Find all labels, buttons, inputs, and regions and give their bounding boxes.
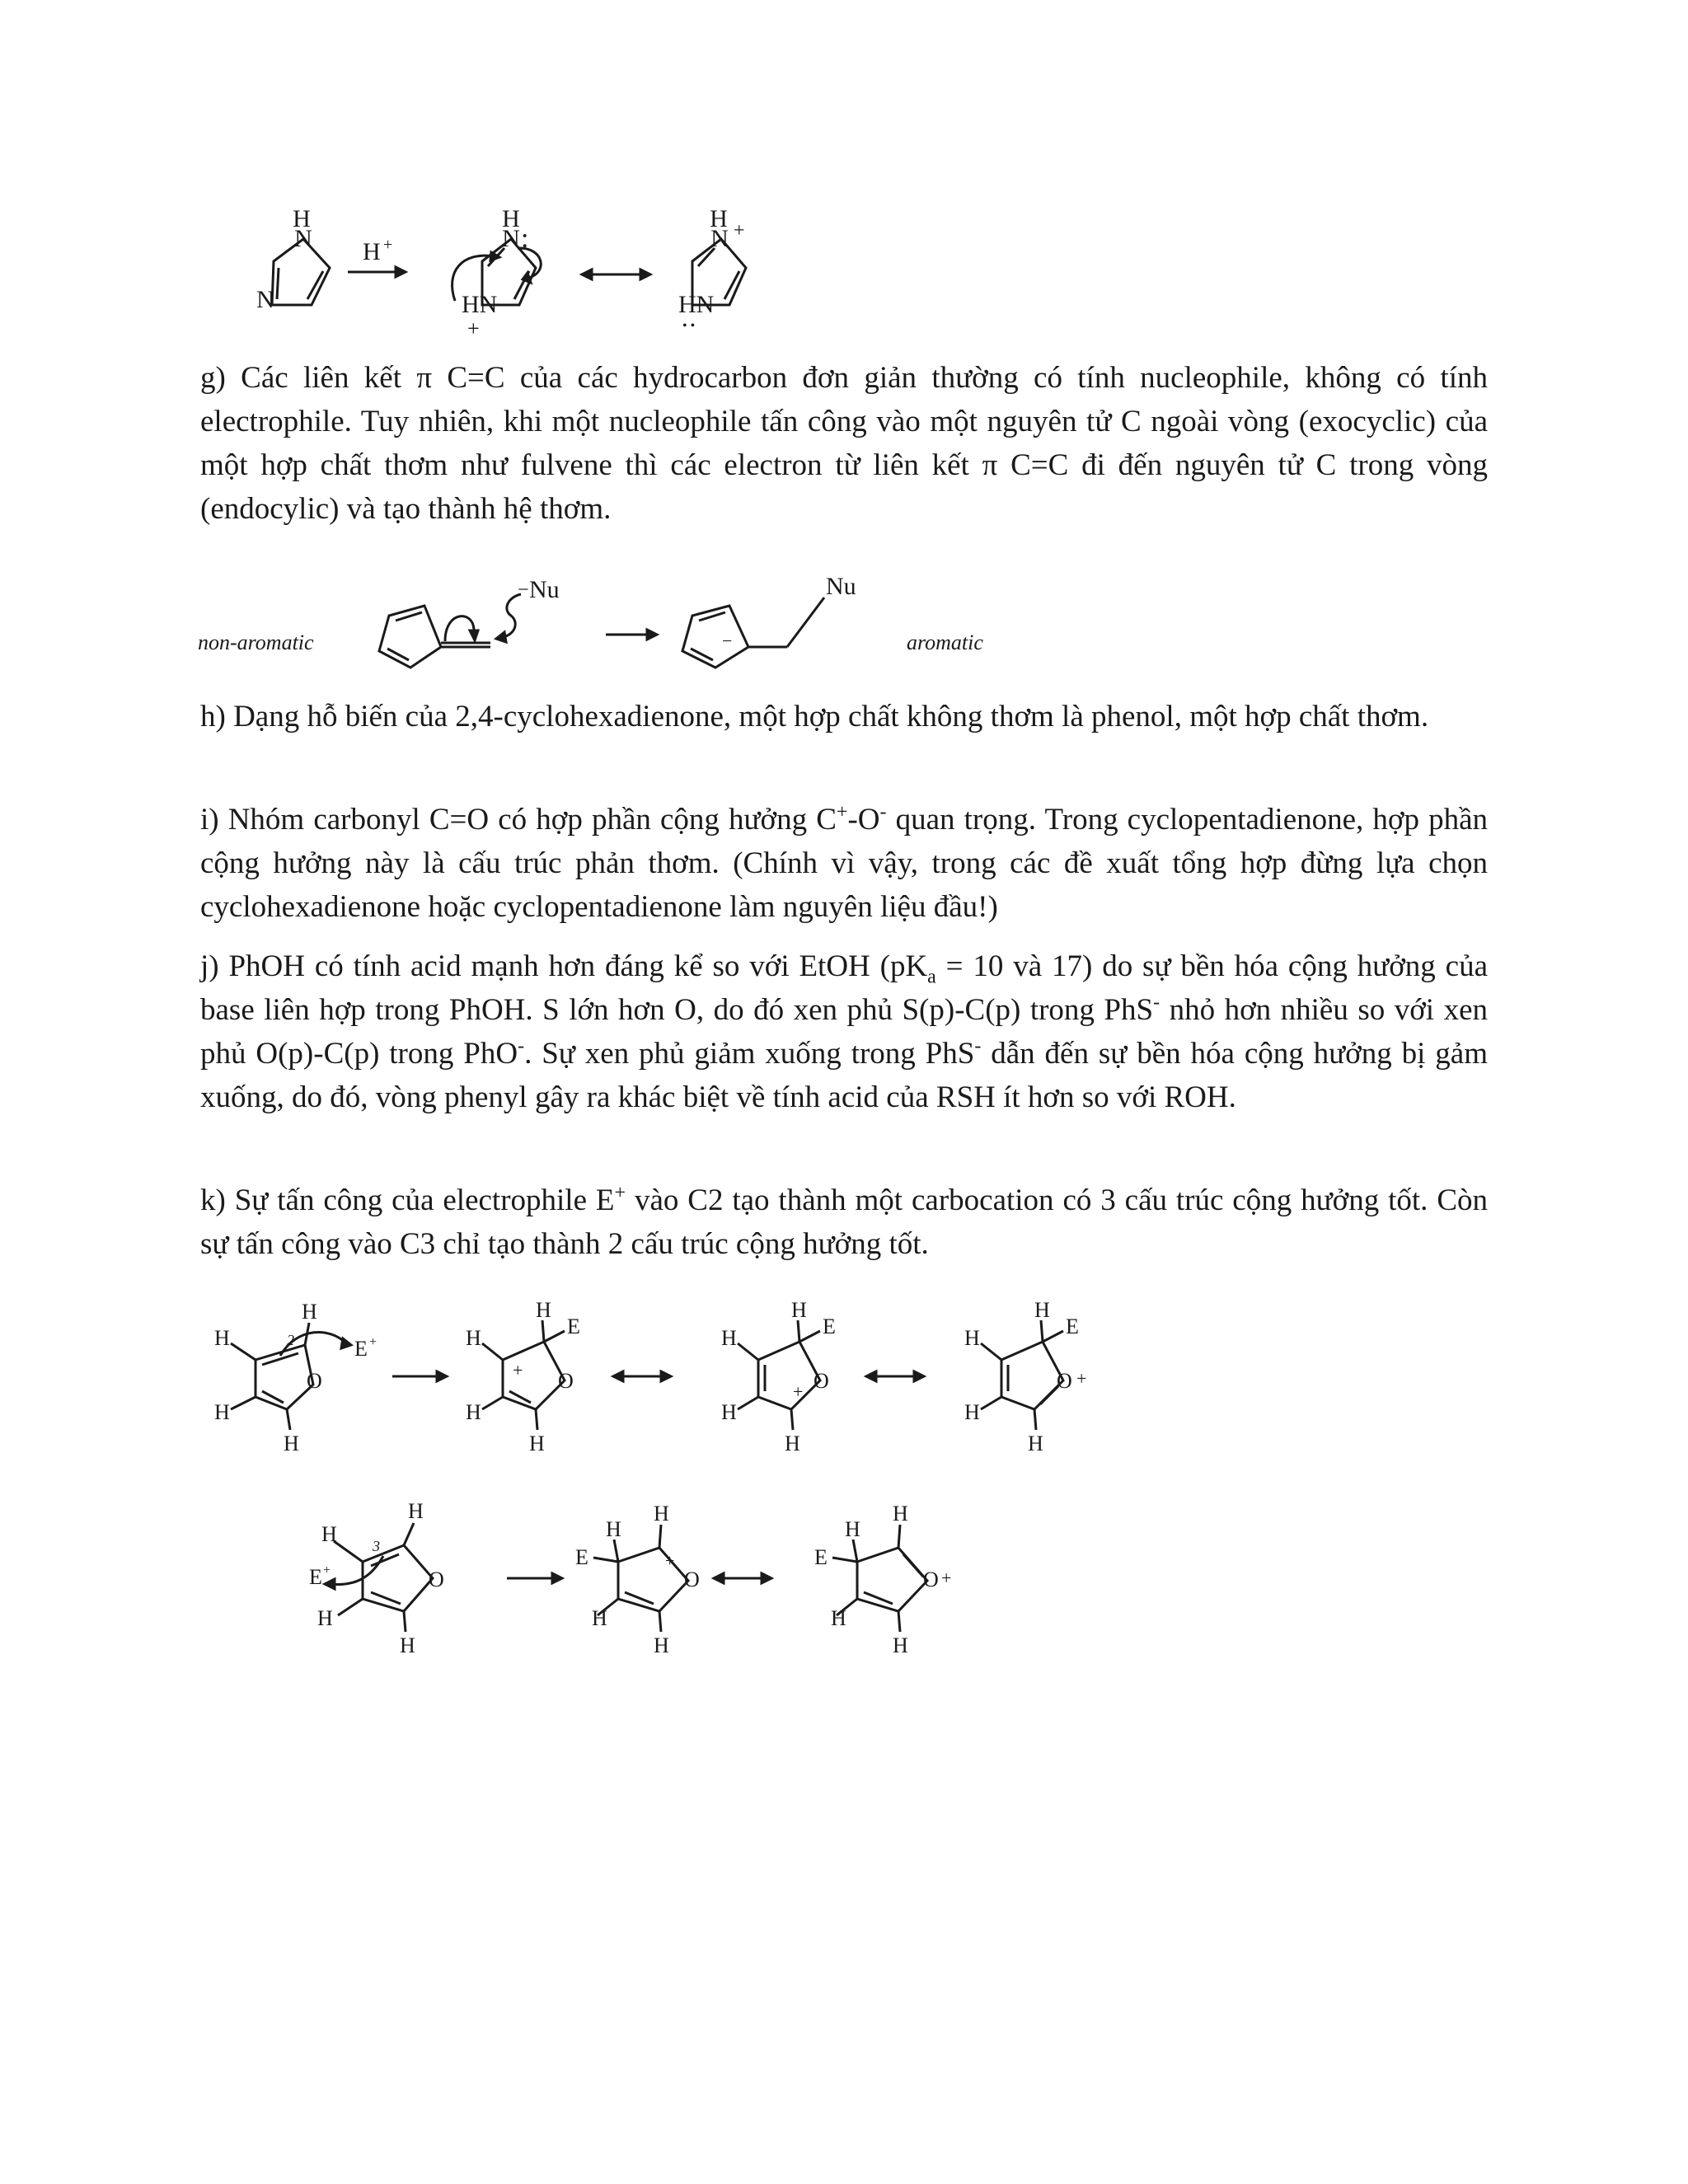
subscript: a (927, 966, 936, 988)
nucleophile-label: Nu (529, 576, 560, 603)
atom-label: H (214, 1400, 230, 1424)
electrophile-label: E (309, 1565, 322, 1589)
atom-label: H (791, 1298, 807, 1322)
charge-label: + (513, 1360, 523, 1380)
nu-charge: − (518, 579, 529, 601)
superscript: + (836, 801, 848, 823)
atom-label: O (307, 1369, 322, 1393)
text-run: dẫn đến sự bền hóa cộng hưởng bị gảm xuống, do đó, vòng phenyl gây ra khác biệt về tính acid của RSH ít hơn so với ROH. (200, 1037, 1489, 1114)
charge-label: + (941, 1568, 952, 1588)
atom-label: HN (462, 291, 498, 318)
atom-label: H (1034, 1298, 1050, 1322)
text-run: quan trọng. Trong cyclopentadienone, hợp phần cộng hưởng này là cấu trúc phản thơm. (Chính vì vậy, trong các đề xuất tổng hợp đừng lựa chọn cyclohexadienone hoặc cyclopentadienone làm nguyên liệu đầu!) (200, 803, 1488, 924)
atom-label: E (567, 1315, 580, 1338)
atom-label: H (831, 1606, 846, 1630)
text-run: = 10 và 17) do sự bền hóa cộng hưởng của base liên hợp trong PhOH. S lớn hơn O, do đó xen phủ S(p)-C(p) trong PhS (200, 949, 1488, 1027)
charge-label: + (1076, 1368, 1087, 1389)
reagent-charge: + (383, 236, 393, 254)
superscript: - (974, 1035, 982, 1057)
charge-label: + (369, 1335, 377, 1349)
atom-label: H (721, 1326, 737, 1350)
paragraph-j (200, 944, 1488, 1119)
atom-label: H (785, 1432, 800, 1455)
text-run: vào C2 tạo thành một carbocation có 3 cấu trúc cộng hưởng tốt. Còn sự tấn công vào C3 chỉ tạo thành 2 cấu trúc cộng hưởng tốt. (200, 1183, 1488, 1261)
atom-label: H (502, 205, 520, 232)
atom-label: N (294, 225, 312, 252)
atom-label: H (408, 1499, 424, 1523)
atom-label: O (1057, 1369, 1072, 1393)
atom-label: H (536, 1298, 551, 1322)
superscript: - (1153, 991, 1160, 1014)
atom-label: H (529, 1432, 545, 1455)
lone-pair: : (521, 223, 529, 254)
atom-label: H (466, 1326, 481, 1350)
text-run: j) PhOH có tính acid mạnh hơn đáng kể so với EtOH (pK (200, 949, 928, 983)
text-run: . Sự xen phủ giảm xuống trong PhS (524, 1037, 975, 1071)
charge-label: + (323, 1563, 331, 1577)
paragraph-i (200, 798, 1488, 929)
atom-label: H (302, 1300, 317, 1324)
atom-label: H (592, 1606, 607, 1630)
charge-label: − (722, 630, 733, 651)
position-label: 2 (287, 1332, 294, 1348)
text-run: i) Nhóm carbonyl C=O có hợp phần cộng hưởng C (200, 803, 837, 837)
lone-pair: •• (682, 319, 699, 333)
paragraph-k (200, 1179, 1488, 1266)
atom-label: E (823, 1315, 836, 1338)
atom-label: O (923, 1568, 939, 1591)
atom-label: H (654, 1633, 669, 1657)
furan-electrophilic-attack-scheme (198, 1294, 1121, 1673)
imidazole-protonation-scheme (198, 202, 841, 342)
reagent-label: H (363, 238, 381, 265)
atom-label: H (466, 1400, 481, 1424)
superscript: - (879, 801, 887, 823)
atom-label: H (293, 205, 311, 232)
atom-label: N (502, 225, 520, 252)
charge-label: + (793, 1381, 804, 1402)
paragraph-h-text: h) Dạng hỗ biến của 2,4-cyclohexadienone, một hợp chất không thơm là phenol, một hợp chất thơm. (200, 700, 1429, 733)
atom-label: H (654, 1502, 669, 1526)
electrophile-label: E (354, 1337, 368, 1361)
nucleophile-label: Nu (826, 573, 856, 600)
atom-label: O (684, 1568, 700, 1591)
non-aromatic-label: non-aromatic (198, 630, 314, 654)
text-run: nhỏ hơn nhiều so với xen phủ O(p)-C(p) trong PhO (200, 993, 1488, 1071)
position-label: 3 (373, 1538, 380, 1554)
atom-label: N (256, 286, 274, 313)
charge-label: + (734, 220, 745, 241)
atom-label: H (964, 1326, 980, 1350)
superscript: - (518, 1035, 525, 1057)
atom-label: H (964, 1400, 980, 1424)
paragraph-g-text: g) Các liên kết π C=C của các hydrocarbon đơn giản thường có tính nucleophile, không có tính electrophile. Tuy nhiên, khi một nucleophile tấn công vào một nguyên tử C ngoài vòng (exocyclic) của một hợp chất thơm như fulvene thì các electron từ liên kết π C=C đi đến nguyên tử C trong vòng (endocylic) và tạo thành hệ thơm. (200, 361, 1488, 526)
charge-label: + (467, 316, 480, 340)
atom-label: H (845, 1517, 860, 1541)
atom-label: O (429, 1568, 444, 1591)
charge-label: + (665, 1552, 675, 1570)
atom-label: H (214, 1326, 230, 1350)
text-run: k) Sự tấn công của electrophile E (200, 1183, 615, 1217)
atom-label: HN (678, 291, 715, 318)
atom-label: H (1028, 1432, 1043, 1455)
paragraph-h (200, 695, 1488, 738)
paragraph-g (200, 356, 1488, 531)
atom-label: H (606, 1517, 621, 1541)
atom-label: E (575, 1545, 588, 1569)
atom-label: H (284, 1432, 299, 1455)
atom-label: E (814, 1545, 828, 1569)
atom-label: H (710, 205, 728, 232)
atom-label: O (814, 1369, 829, 1393)
atom-label: N (710, 225, 729, 252)
atom-label: H (400, 1633, 415, 1657)
atom-label: H (721, 1400, 737, 1424)
atom-label: H (317, 1606, 333, 1630)
atom-label: H (893, 1502, 908, 1526)
aromatic-label: aromatic (907, 630, 983, 654)
text-run: -O (847, 803, 880, 837)
atom-label: H (893, 1633, 908, 1657)
superscript: + (614, 1182, 626, 1204)
fulvene-attack-scheme (198, 565, 1039, 676)
atom-label: O (558, 1369, 574, 1393)
atom-label: E (1066, 1315, 1079, 1338)
atom-label: H (321, 1522, 337, 1546)
